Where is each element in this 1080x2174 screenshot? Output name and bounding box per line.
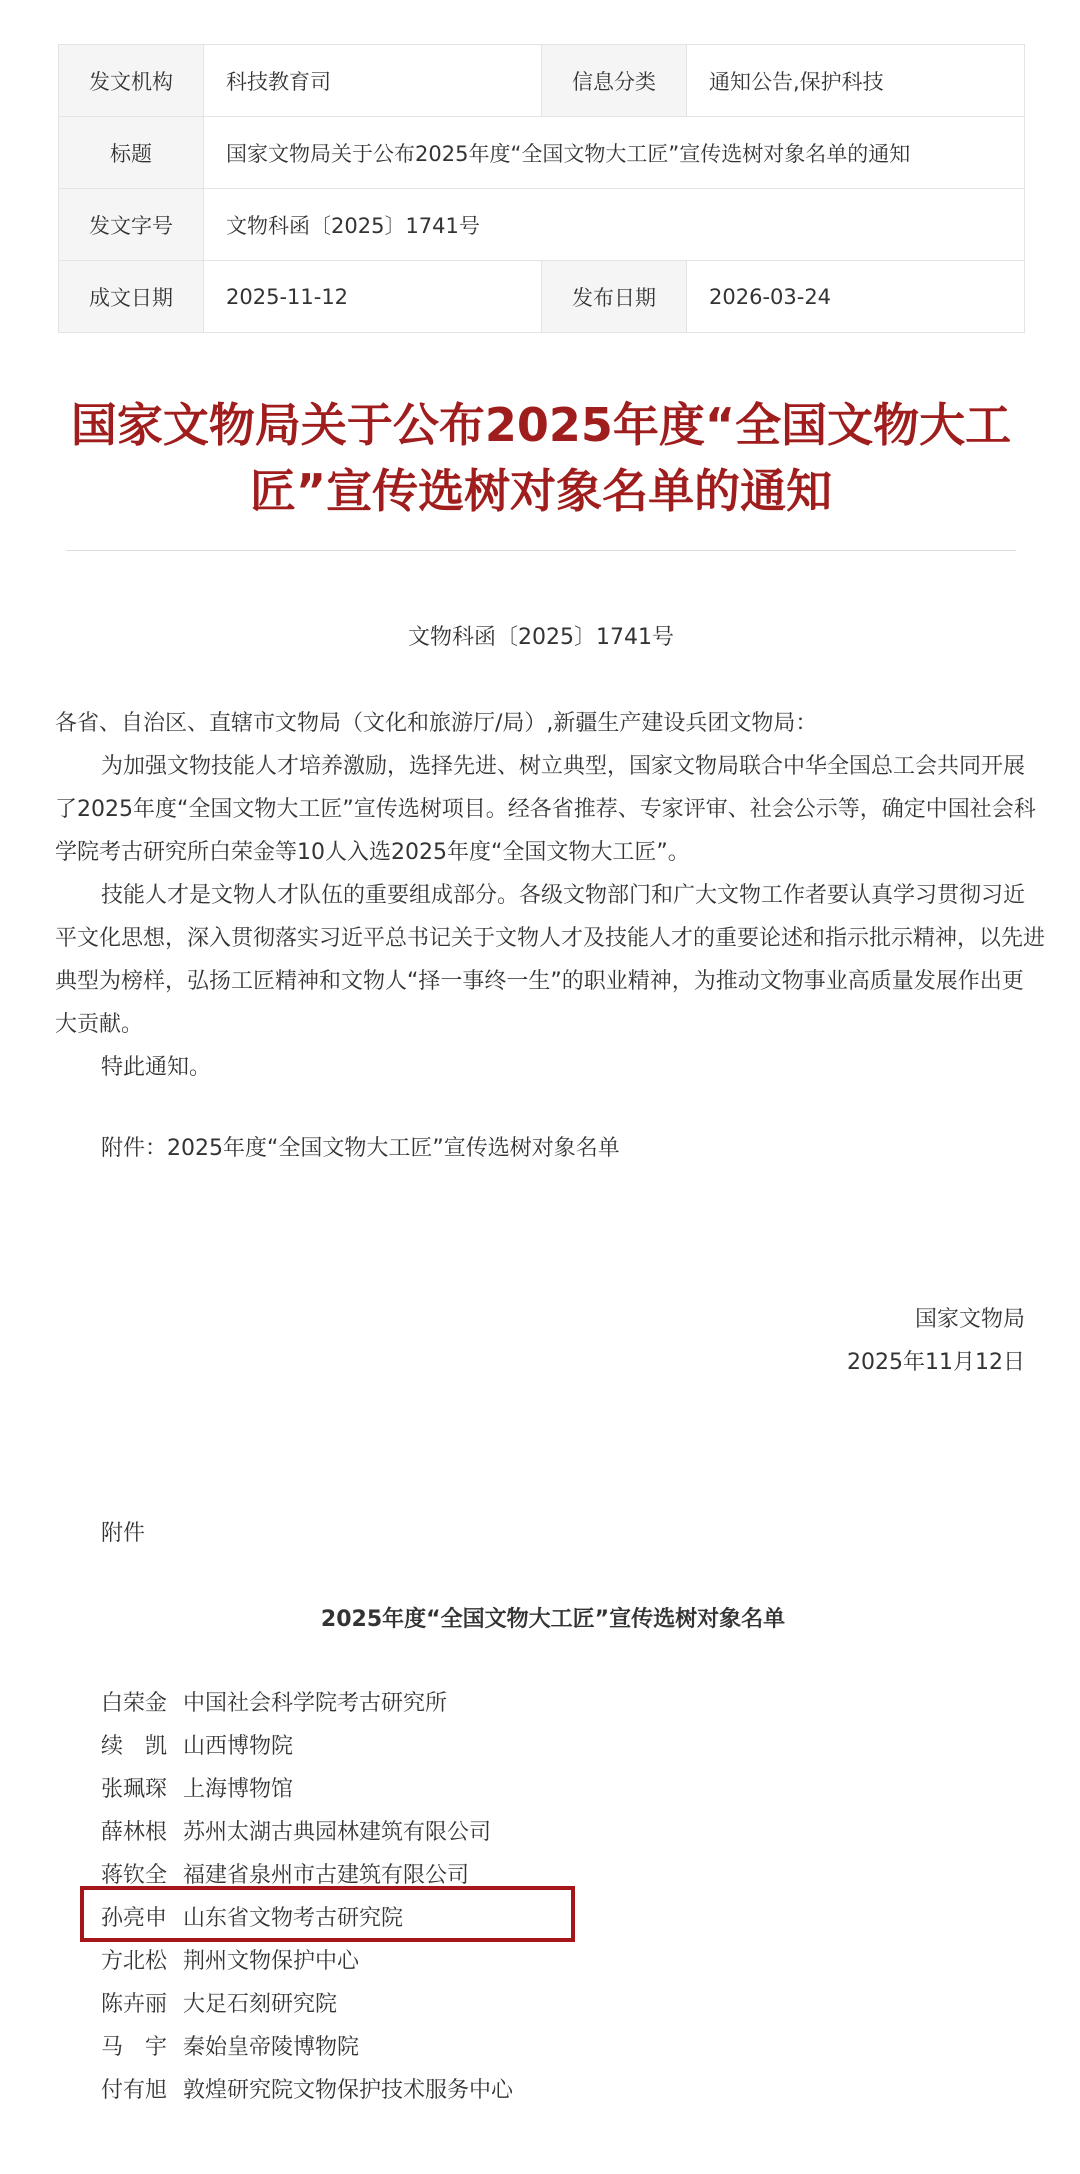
person-org: 山西博物院 <box>183 1734 294 1759</box>
person-name: 白荣金 <box>101 1691 168 1716</box>
list-item <box>101 2069 513 2112</box>
title-divider <box>66 550 1016 551</box>
metadata-table <box>58 44 1025 333</box>
article-doc-no: 文物科函〔2025〕1741号 <box>408 625 674 650</box>
category-value: 通知公告,保护科技 <box>687 45 1025 117</box>
metadata-row-dates <box>59 261 1025 333</box>
person-name: 付有旭 <box>101 2078 168 2103</box>
list-item <box>101 1940 513 1983</box>
list-item <box>101 2026 513 2069</box>
salutation: 各省、自治区、直辖市文物局（文化和旅游厅/局）,新疆生产建设兵团文物局： <box>55 711 818 736</box>
person-org: 中国社会科学院考古研究所 <box>183 1691 448 1716</box>
doc-no-label: 发文字号 <box>59 189 204 261</box>
article-title-line-2: 匠”宣传选树对象名单的通知 <box>249 464 833 518</box>
highlight-box <box>80 1886 575 1942</box>
person-org: 上海博物馆 <box>183 1777 294 1802</box>
person-name: 蒋钦全 <box>101 1863 168 1888</box>
person-org: 苏州太湖古典园林建筑有限公司 <box>183 1820 492 1845</box>
created-value: 2025-11-12 <box>204 261 542 333</box>
published-value: 2026-03-24 <box>687 261 1025 333</box>
person-org: 福建省泉州市古建筑有限公司 <box>183 1863 470 1888</box>
signature-date: 2025年11月12日 <box>847 1350 1025 1375</box>
issuer-value: 科技教育司 <box>204 45 542 117</box>
person-name: 续凯 <box>101 1734 167 1759</box>
attachment-label: 附件 <box>101 1521 146 1546</box>
title-value: 国家文物局关于公布2025年度“全国文物大工匠”宣传选树对象名单的通知 <box>204 117 1025 189</box>
person-name: 方北松 <box>101 1949 168 1974</box>
doc-no-value: 文物科函〔2025〕1741号 <box>204 189 1025 261</box>
person-name: 马宇 <box>101 2035 167 2060</box>
category-label: 信息分类 <box>542 45 687 117</box>
metadata-row-issuer <box>59 45 1025 117</box>
list-item <box>101 1725 513 1768</box>
person-org: 秦始皇帝陵博物院 <box>183 2035 360 2060</box>
list-item <box>101 1768 513 1811</box>
article-title-line-1: 国家文物局关于公布2025年度“全国文物大工 <box>70 398 1012 452</box>
person-org: 大足石刻研究院 <box>183 1992 338 2017</box>
list-item <box>101 1983 513 2026</box>
list-item <box>101 1682 513 1725</box>
title-label: 标题 <box>59 117 204 189</box>
attachment-note: 附件：2025年度“全国文物大工匠”宣传选树对象名单 <box>101 1136 620 1161</box>
person-name: 孙亮申 <box>101 1906 168 1931</box>
paragraph-1: 为加强文物技能人才培养激励，选择先进、树立典型，国家文物局联合中华全国总工会共同开展了2025年度“全国文物大工匠”宣传选树项目。经各省推荐、专家评审、社会公示等，确定中国社会科学院考古研究所白荣金等10人入选2025年度“全国文物大工匠”。 <box>55 754 1036 865</box>
created-label: 成文日期 <box>59 261 204 333</box>
signature-org: 国家文物局 <box>914 1307 1025 1332</box>
person-name: 薛林根 <box>101 1820 168 1845</box>
person-name: 张珮琛 <box>101 1777 168 1802</box>
metadata-row-title <box>59 117 1025 189</box>
article-title <box>58 392 1024 524</box>
paragraph-2: 技能人才是文物人才队伍的重要组成部分。各级文物部门和广大文物工作者要认真学习贯彻习近平文化思想，深入贯彻落实习近平总书记关于文物人才及技能人才的重要论述和指示批示精神，以先进典型为榜样，弘扬工匠精神和文物人“择一事终一生”的职业精神，为推动文物事业高质量发展作出更大贡献。 <box>55 883 1046 1037</box>
list-item <box>101 1811 513 1854</box>
issuer-label: 发文机构 <box>59 45 204 117</box>
person-org: 荆州文物保护中心 <box>183 1949 360 1974</box>
person-org: 敦煌研究院文物保护技术服务中心 <box>183 2078 514 2103</box>
article-body <box>55 702 1045 1089</box>
person-org: 山东省文物考古研究院 <box>183 1906 404 1931</box>
published-label: 发布日期 <box>542 261 687 333</box>
attachment-list-title: 2025年度“全国文物大工匠”宣传选树对象名单 <box>320 1607 786 1632</box>
closing: 特此通知。 <box>101 1055 212 1080</box>
person-name: 陈卉丽 <box>101 1992 168 2017</box>
metadata-row-doc-no <box>59 189 1025 261</box>
